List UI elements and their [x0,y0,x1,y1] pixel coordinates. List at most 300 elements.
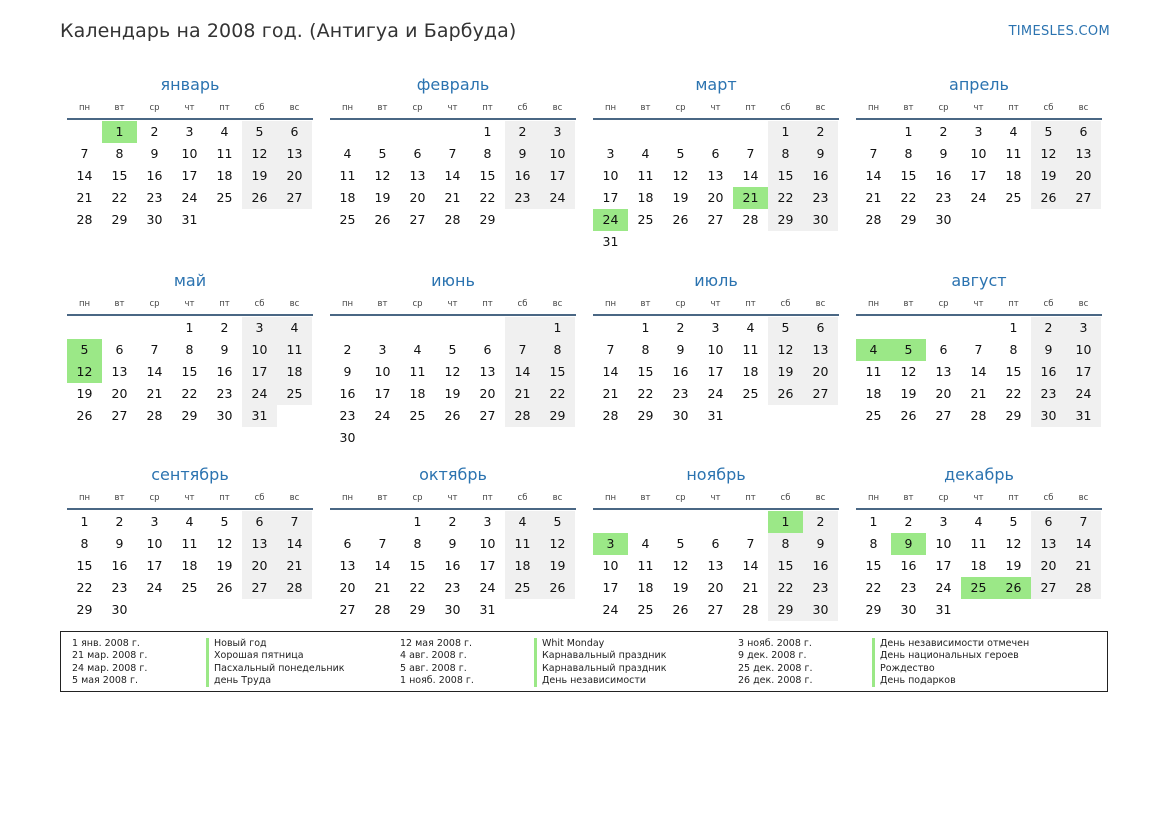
day-cell[interactable]: 12 [374,168,391,183]
day-cell[interactable]: 29 [181,408,198,423]
day-cell[interactable]: 10 [540,143,575,165]
day-cell[interactable]: 20 [935,386,952,401]
day-cell[interactable]: 5 [1009,514,1018,529]
day-cell[interactable]: 16 [339,386,356,401]
day-cell[interactable]: 20 [1031,555,1066,577]
day-cell[interactable]: 21 [865,190,882,205]
day-cell[interactable]: 4 [641,536,650,551]
day-cell[interactable]: 26 [768,383,803,405]
day-cell[interactable]: 20 [707,580,724,595]
day-cell[interactable]: 25 [637,602,654,617]
day-cell[interactable]: 5 [768,317,803,339]
day-cell[interactable]: 9 [220,342,229,357]
day-cell[interactable]: 11 [339,168,356,183]
day-cell[interactable]: 27 [409,212,426,227]
day-cell[interactable]: 6 [939,342,948,357]
day-cell[interactable]: 28 [970,408,987,423]
day-cell[interactable]: 14 [602,364,619,379]
day-cell[interactable]: 15 [900,168,917,183]
day-cell[interactable]: 29 [111,212,128,227]
day-cell[interactable]: 20 [242,555,277,577]
day-cell[interactable]: 11 [277,339,312,361]
day-cell[interactable]: 25 [1005,190,1022,205]
day-cell[interactable]: 10 [602,558,619,573]
day-cell[interactable]: 23 [444,580,461,595]
day-cell[interactable]: 8 [904,146,913,161]
day-cell[interactable]: 15 [540,361,575,383]
day-cell[interactable]: 30 [672,408,689,423]
day-cell[interactable]: 9 [939,146,948,161]
day-cell[interactable]: 9 [343,364,352,379]
day-cell[interactable]: 8 [80,536,89,551]
day-cell[interactable]: 18 [216,168,233,183]
day-cell[interactable]: 3 [185,124,194,139]
day-cell[interactable]: 21 [374,580,391,595]
day-cell[interactable]: 27 [707,602,724,617]
day-cell[interactable]: 27 [479,408,496,423]
day-cell[interactable]: 25 [742,386,759,401]
day-cell[interactable]: 22 [768,577,803,599]
day-cell[interactable]: 12 [242,143,277,165]
day-cell[interactable]: 24 [707,386,724,401]
day-cell[interactable]: 28 [742,212,759,227]
day-cell[interactable]: 23 [339,408,356,423]
day-cell[interactable]: 14 [742,558,759,573]
day-cell[interactable]: 5 [242,121,277,143]
day-cell[interactable]: 10 [970,146,987,161]
day-cell[interactable]: 1 [413,514,422,529]
day-cell[interactable]: 15 [865,558,882,573]
day-cell[interactable]: 6 [711,146,720,161]
day-cell[interactable]: 23 [146,190,163,205]
day-cell[interactable]: 20 [1066,165,1101,187]
day-cell[interactable]: 15 [768,165,803,187]
day-cell[interactable]: 12 [540,533,575,555]
day-cell[interactable]: 11 [216,146,233,161]
day-cell[interactable]: 12 [1031,143,1066,165]
day-cell[interactable]: 8 [483,146,492,161]
day-cell[interactable]: 5 [1031,121,1066,143]
day-cell[interactable]: 12 [672,168,689,183]
day-cell[interactable]: 24 [970,190,987,205]
day-cell[interactable]: 24 [593,209,628,231]
day-cell[interactable]: 19 [672,580,689,595]
day-cell[interactable]: 14 [277,533,312,555]
day-cell[interactable]: 6 [483,342,492,357]
day-cell[interactable]: 2 [448,514,457,529]
day-cell[interactable]: 16 [146,168,163,183]
day-cell[interactable]: 4 [1009,124,1018,139]
day-cell[interactable]: 25 [865,408,882,423]
day-cell[interactable]: 22 [865,580,882,595]
day-cell[interactable]: 18 [637,190,654,205]
day-cell[interactable]: 26 [996,577,1031,599]
day-cell[interactable]: 27 [803,383,838,405]
day-cell[interactable]: 2 [803,511,838,533]
day-cell[interactable]: 17 [479,558,496,573]
day-cell[interactable]: 15 [637,364,654,379]
day-cell[interactable]: 12 [1005,536,1022,551]
day-cell[interactable]: 18 [181,558,198,573]
day-cell[interactable]: 19 [1031,165,1066,187]
day-cell[interactable]: 15 [768,555,803,577]
day-cell[interactable]: 30 [111,602,128,617]
day-cell[interactable]: 19 [540,555,575,577]
day-cell[interactable]: 23 [216,386,233,401]
day-cell[interactable]: 26 [1031,187,1066,209]
day-cell[interactable]: 24 [540,187,575,209]
day-cell[interactable]: 9 [1031,339,1066,361]
day-cell[interactable]: 30 [216,408,233,423]
day-cell[interactable]: 23 [505,187,540,209]
day-cell[interactable]: 9 [150,146,159,161]
day-cell[interactable]: 4 [856,339,891,361]
day-cell[interactable]: 5 [220,514,229,529]
day-cell[interactable]: 13 [935,364,952,379]
day-cell[interactable]: 5 [676,536,685,551]
day-cell[interactable]: 11 [637,558,654,573]
day-cell[interactable]: 4 [220,124,229,139]
day-cell[interactable]: 1 [102,121,137,143]
day-cell[interactable]: 4 [641,146,650,161]
day-cell[interactable]: 7 [448,146,457,161]
day-cell[interactable]: 30 [146,212,163,227]
day-cell[interactable]: 27 [277,187,312,209]
day-cell[interactable]: 1 [904,124,913,139]
day-cell[interactable]: 5 [67,339,102,361]
day-cell[interactable]: 17 [146,558,163,573]
day-cell[interactable]: 20 [277,165,312,187]
day-cell[interactable]: 8 [768,533,803,555]
day-cell[interactable]: 31 [1066,405,1101,427]
day-cell[interactable]: 17 [707,364,724,379]
day-cell[interactable]: 25 [277,383,312,405]
day-cell[interactable]: 12 [444,364,461,379]
day-cell[interactable]: 19 [1005,558,1022,573]
day-cell[interactable]: 13 [1031,533,1066,555]
day-cell[interactable]: 4 [746,320,755,335]
day-cell[interactable]: 25 [181,580,198,595]
day-cell[interactable]: 8 [641,342,650,357]
day-cell[interactable]: 21 [1066,555,1101,577]
day-cell[interactable]: 18 [637,580,654,595]
day-cell[interactable]: 22 [637,386,654,401]
day-cell[interactable]: 7 [80,146,89,161]
day-cell[interactable]: 23 [803,577,838,599]
day-cell[interactable]: 14 [742,168,759,183]
day-cell[interactable]: 1 [540,317,575,339]
day-cell[interactable]: 2 [803,121,838,143]
day-cell[interactable]: 8 [1009,342,1018,357]
day-cell[interactable]: 20 [111,386,128,401]
day-cell[interactable]: 29 [76,602,93,617]
site-link[interactable]: TIMESLES.COM [1008,24,1110,39]
day-cell[interactable]: 26 [374,212,391,227]
day-cell[interactable]: 2 [150,124,159,139]
day-cell[interactable]: 4 [343,146,352,161]
day-cell[interactable]: 8 [869,536,878,551]
day-cell[interactable]: 24 [146,580,163,595]
day-cell[interactable]: 15 [111,168,128,183]
day-cell[interactable]: 14 [76,168,93,183]
day-cell[interactable]: 7 [869,146,878,161]
day-cell[interactable]: 12 [216,536,233,551]
day-cell[interactable]: 19 [900,386,917,401]
day-cell[interactable]: 24 [181,190,198,205]
day-cell[interactable]: 23 [672,386,689,401]
day-cell[interactable]: 27 [707,212,724,227]
day-cell[interactable]: 25 [339,212,356,227]
day-cell[interactable]: 21 [277,555,312,577]
day-cell[interactable]: 30 [444,602,461,617]
day-cell[interactable]: 10 [1066,339,1101,361]
day-cell[interactable]: 10 [181,146,198,161]
day-cell[interactable]: 30 [803,599,838,621]
day-cell[interactable]: 3 [540,121,575,143]
day-cell[interactable]: 15 [479,168,496,183]
day-cell[interactable]: 13 [707,168,724,183]
day-cell[interactable]: 10 [242,339,277,361]
day-cell[interactable]: 22 [768,187,803,209]
day-cell[interactable]: 24 [935,580,952,595]
day-cell[interactable]: 13 [339,558,356,573]
day-cell[interactable]: 31 [181,212,198,227]
day-cell[interactable]: 23 [900,580,917,595]
day-cell[interactable]: 3 [483,514,492,529]
day-cell[interactable]: 10 [602,168,619,183]
day-cell[interactable]: 19 [242,165,277,187]
day-cell[interactable]: 19 [444,386,461,401]
day-cell[interactable]: 23 [803,187,838,209]
day-cell[interactable]: 27 [1031,577,1066,599]
day-cell[interactable]: 8 [185,342,194,357]
day-cell[interactable]: 16 [505,165,540,187]
day-cell[interactable]: 2 [505,121,540,143]
day-cell[interactable]: 22 [479,190,496,205]
day-cell[interactable]: 24 [1066,383,1101,405]
day-cell[interactable]: 12 [900,364,917,379]
day-cell[interactable]: 22 [409,580,426,595]
day-cell[interactable]: 13 [277,143,312,165]
day-cell[interactable]: 19 [216,558,233,573]
day-cell[interactable]: 16 [900,558,917,573]
day-cell[interactable]: 18 [970,558,987,573]
day-cell[interactable]: 15 [76,558,93,573]
day-cell[interactable]: 28 [444,212,461,227]
day-cell[interactable]: 5 [378,146,387,161]
day-cell[interactable]: 13 [242,533,277,555]
day-cell[interactable]: 1 [768,511,803,533]
day-cell[interactable]: 29 [865,602,882,617]
day-cell[interactable]: 10 [479,536,496,551]
day-cell[interactable]: 6 [803,317,838,339]
day-cell[interactable]: 6 [242,511,277,533]
day-cell[interactable]: 16 [444,558,461,573]
day-cell[interactable]: 21 [505,383,540,405]
day-cell[interactable]: 7 [150,342,159,357]
day-cell[interactable]: 3 [711,320,720,335]
day-cell[interactable]: 8 [768,143,803,165]
day-cell[interactable]: 26 [540,577,575,599]
day-cell[interactable]: 1 [768,121,803,143]
day-cell[interactable]: 28 [1066,577,1101,599]
day-cell[interactable]: 1 [869,514,878,529]
day-cell[interactable]: 18 [505,555,540,577]
day-cell[interactable]: 14 [444,168,461,183]
day-cell[interactable]: 9 [803,533,838,555]
day-cell[interactable]: 17 [970,168,987,183]
day-cell[interactable]: 29 [768,599,803,621]
day-cell[interactable]: 25 [637,212,654,227]
day-cell[interactable]: 20 [339,580,356,595]
day-cell[interactable]: 4 [413,342,422,357]
day-cell[interactable]: 10 [146,536,163,551]
day-cell[interactable]: 28 [146,408,163,423]
day-cell[interactable]: 3 [378,342,387,357]
day-cell[interactable]: 2 [115,514,124,529]
day-cell[interactable]: 15 [181,364,198,379]
day-cell[interactable]: 29 [1005,408,1022,423]
day-cell[interactable]: 25 [961,577,996,599]
day-cell[interactable]: 11 [865,364,882,379]
day-cell[interactable]: 7 [606,342,615,357]
day-cell[interactable]: 31 [935,602,952,617]
day-cell[interactable]: 14 [865,168,882,183]
day-cell[interactable]: 2 [220,320,229,335]
day-cell[interactable]: 13 [111,364,128,379]
day-cell[interactable]: 21 [602,386,619,401]
day-cell[interactable]: 6 [277,121,312,143]
day-cell[interactable]: 20 [803,361,838,383]
day-cell[interactable]: 1 [80,514,89,529]
day-cell[interactable]: 27 [1066,187,1101,209]
day-cell[interactable]: 26 [900,408,917,423]
day-cell[interactable]: 31 [707,408,724,423]
day-cell[interactable]: 12 [67,361,102,383]
day-cell[interactable]: 3 [939,514,948,529]
day-cell[interactable]: 21 [970,386,987,401]
day-cell[interactable]: 1 [641,320,650,335]
day-cell[interactable]: 23 [935,190,952,205]
day-cell[interactable]: 21 [146,386,163,401]
day-cell[interactable]: 22 [1005,386,1022,401]
day-cell[interactable]: 8 [413,536,422,551]
day-cell[interactable]: 20 [707,190,724,205]
day-cell[interactable]: 28 [602,408,619,423]
day-cell[interactable]: 9 [115,536,124,551]
day-cell[interactable]: 26 [216,580,233,595]
day-cell[interactable]: 20 [479,386,496,401]
day-cell[interactable]: 7 [1066,511,1101,533]
day-cell[interactable]: 31 [479,602,496,617]
day-cell[interactable]: 10 [707,342,724,357]
day-cell[interactable]: 21 [742,580,759,595]
day-cell[interactable]: 7 [974,342,983,357]
day-cell[interactable]: 19 [768,361,803,383]
day-cell[interactable]: 24 [374,408,391,423]
day-cell[interactable]: 26 [242,187,277,209]
day-cell[interactable]: 16 [935,168,952,183]
day-cell[interactable]: 22 [76,580,93,595]
day-cell[interactable]: 16 [216,364,233,379]
day-cell[interactable]: 1 [185,320,194,335]
day-cell[interactable]: 27 [111,408,128,423]
day-cell[interactable]: 11 [742,342,759,357]
day-cell[interactable]: 29 [479,212,496,227]
day-cell[interactable]: 8 [540,339,575,361]
day-cell[interactable]: 15 [1005,364,1022,379]
day-cell[interactable]: 11 [970,536,987,551]
day-cell[interactable]: 14 [374,558,391,573]
day-cell[interactable]: 16 [111,558,128,573]
day-cell[interactable]: 9 [448,536,457,551]
day-cell[interactable]: 3 [606,146,615,161]
day-cell[interactable]: 19 [374,190,391,205]
day-cell[interactable]: 25 [409,408,426,423]
day-cell[interactable]: 2 [939,124,948,139]
day-cell[interactable]: 5 [676,146,685,161]
day-cell[interactable]: 17 [374,386,391,401]
day-cell[interactable]: 22 [900,190,917,205]
day-cell[interactable]: 14 [146,364,163,379]
day-cell[interactable]: 9 [676,342,685,357]
day-cell[interactable]: 18 [409,386,426,401]
day-cell[interactable]: 1 [483,124,492,139]
day-cell[interactable]: 20 [409,190,426,205]
day-cell[interactable]: 3 [242,317,277,339]
day-cell[interactable]: 30 [339,430,356,445]
day-cell[interactable]: 24 [602,602,619,617]
day-cell[interactable]: 24 [479,580,496,595]
day-cell[interactable]: 28 [742,602,759,617]
day-cell[interactable]: 14 [1066,533,1101,555]
day-cell[interactable]: 2 [676,320,685,335]
day-cell[interactable]: 28 [277,577,312,599]
day-cell[interactable]: 29 [409,602,426,617]
day-cell[interactable]: 1 [1009,320,1018,335]
day-cell[interactable]: 2 [1031,317,1066,339]
day-cell[interactable]: 5 [540,511,575,533]
day-cell[interactable]: 18 [339,190,356,205]
day-cell[interactable]: 2 [904,514,913,529]
day-cell[interactable]: 9 [505,143,540,165]
day-cell[interactable]: 28 [76,212,93,227]
day-cell[interactable]: 12 [672,558,689,573]
day-cell[interactable]: 30 [803,209,838,231]
day-cell[interactable]: 13 [479,364,496,379]
day-cell[interactable]: 27 [935,408,952,423]
day-cell[interactable]: 23 [1031,383,1066,405]
day-cell[interactable]: 4 [505,511,540,533]
day-cell[interactable]: 2 [343,342,352,357]
day-cell[interactable]: 17 [1066,361,1101,383]
day-cell[interactable]: 19 [76,386,93,401]
day-cell[interactable]: 23 [111,580,128,595]
day-cell[interactable]: 29 [900,212,917,227]
day-cell[interactable]: 6 [711,536,720,551]
day-cell[interactable]: 27 [339,602,356,617]
day-cell[interactable]: 31 [242,405,277,427]
day-cell[interactable]: 11 [1005,146,1022,161]
day-cell[interactable]: 17 [602,190,619,205]
day-cell[interactable]: 11 [637,168,654,183]
day-cell[interactable]: 21 [444,190,461,205]
day-cell[interactable]: 26 [672,212,689,227]
day-cell[interactable]: 14 [505,361,540,383]
day-cell[interactable]: 10 [374,364,391,379]
day-cell[interactable]: 7 [378,536,387,551]
day-cell[interactable]: 17 [181,168,198,183]
